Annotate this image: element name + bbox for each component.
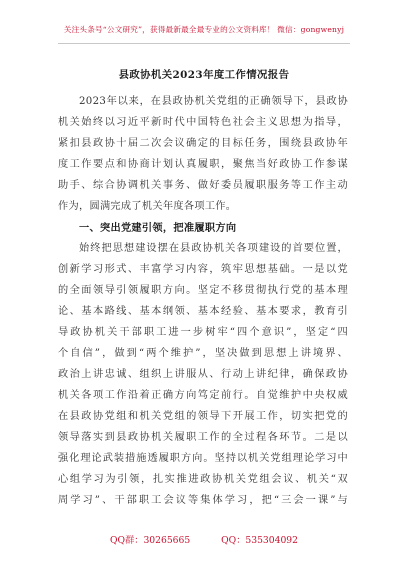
body-line: 机关始终以习近平新时代中国特色社会主义思想为指导， bbox=[58, 117, 348, 128]
body-line: 周学习”、干部职工会议等集体学习，把“三会一课”与 bbox=[58, 495, 348, 506]
body-line: 论、基本路线、基本纲领、基本经验、基本要求，教育引 bbox=[58, 306, 348, 317]
body-line: 的全面领导引领履职方向。坚定不移贯彻执行党的基本理 bbox=[58, 285, 348, 296]
body-line: 机关各项工作沿着正确方向笃定前行。自觉维护中央权威 bbox=[58, 390, 348, 401]
document-title: 县政协机关2023年度工作情况报告 bbox=[118, 69, 290, 81]
footer-contact bbox=[0, 532, 408, 546]
body-line: 导政协机关干部职工进一步树牢“四个意识”，坚定“四 bbox=[58, 327, 348, 338]
header-banner: 关注头条号“公文研究”，获得最新最全最专业的公文资料库！ 微信：gongwenyj bbox=[63, 25, 345, 34]
body-line: 政治上讲忠诚、组织上讲服从、行动上讲纪律，确保政协 bbox=[58, 369, 348, 380]
body-line: 度工作要点和协商计划认真履职，聚焦当好政协工作参谋 bbox=[58, 159, 348, 170]
body-line: 强化理论武装措施透履职方向。坚持以机关党组理论学习中 bbox=[58, 453, 348, 464]
body-line: 创新学习形式、丰富学习内容，筑牢思想基础。一是以党 bbox=[58, 264, 348, 275]
body-line: 助手、综合协调机关事务、做好委员履职服务等工作主动 bbox=[58, 180, 348, 191]
body-line: 作为，圆满完成了机关年度各项工作。 bbox=[58, 201, 237, 212]
body-line: 2023年以来，在县政协机关党组的正确领导下，县政协 bbox=[79, 96, 348, 107]
body-line: 在县政协党组和机关党组的领导下开展工作，切实把党的 bbox=[58, 411, 348, 422]
header-divider bbox=[58, 43, 350, 44]
footer-qq-group: QQ群：30265665 bbox=[110, 535, 191, 546]
body-line: 领导落实到县政协机关履职工作的全过程各环节。二是以 bbox=[58, 432, 348, 443]
body-line: 始终把思想建设摆在县政协机关各项建设的首要位置， bbox=[79, 243, 348, 254]
body-line: 心组学习为引领，扎实推进政协机关党组会议、机关“双 bbox=[58, 474, 348, 485]
body-line: 紧扣县政协十届二次会议确定的目标任务，围绕县政协年 bbox=[58, 138, 348, 149]
footer-qq-number: QQ：535304092 bbox=[221, 535, 298, 546]
section-heading: 一、突出党建引领，把准履职方向 bbox=[79, 222, 237, 234]
body-line: 个自信”，做到“两个维护”，坚决做到思想上讲境界、 bbox=[58, 348, 348, 359]
